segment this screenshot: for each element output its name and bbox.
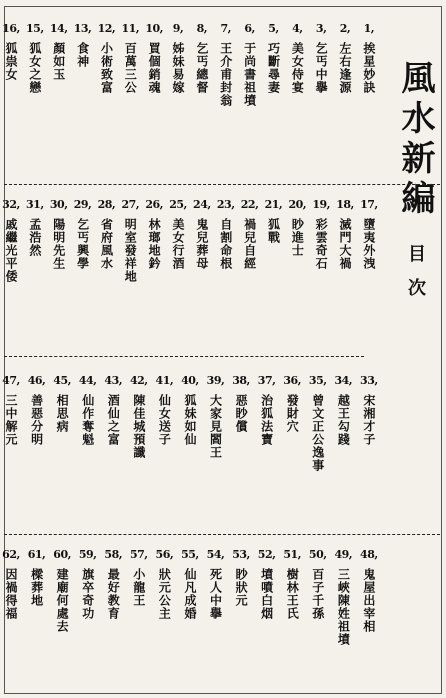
toc-entry <box>307 548 329 646</box>
entry-title: 百萬三公 <box>123 42 138 94</box>
toc-entry <box>167 198 189 283</box>
entry-title: 因禍得福 <box>4 568 18 620</box>
toc-entry <box>153 548 175 646</box>
toc-entry <box>239 22 261 107</box>
entry-number: 12, <box>97 22 116 35</box>
entry-number: 44, <box>78 374 97 387</box>
entry-number: 40, <box>181 374 199 387</box>
entry-title: 墮夷外洩 <box>361 218 376 270</box>
entry-title: 陽明先生 <box>51 218 66 270</box>
entry-title: 挨星妙訣 <box>361 42 376 94</box>
section-divider <box>4 184 440 185</box>
entry-title: 乞丐興學 <box>75 218 90 270</box>
entry-number: 55, <box>181 548 199 561</box>
toc-entry <box>256 548 278 646</box>
entry-title: 買個銷魂 <box>147 42 162 94</box>
entry-number: 11, <box>121 22 140 35</box>
toc-entry <box>153 374 175 472</box>
entry-number: 60, <box>53 548 71 561</box>
entry-number: 27, <box>121 198 140 211</box>
entry-number: 57, <box>129 548 148 561</box>
entry-number: 53, <box>232 548 250 561</box>
entry-title: 樹林王氏 <box>285 568 300 620</box>
title-block <box>390 60 440 380</box>
entry-number: 28, <box>97 198 116 211</box>
book-title: 風水新編 <box>395 60 435 220</box>
entry-number: 24, <box>193 198 211 211</box>
entry-number: 37, <box>257 374 276 387</box>
entry-title: 曾文正公逸事 <box>310 394 325 472</box>
toc-entry <box>0 548 22 646</box>
entry-title: 于尚書祖墳 <box>242 42 257 107</box>
entry-number: 21, <box>264 198 283 211</box>
entry-title: 狀元公主 <box>157 568 172 620</box>
toc-entry <box>239 198 261 283</box>
entry-number: 9, <box>172 22 184 35</box>
entry-title: 林瑯地鈐 <box>147 218 162 270</box>
toc-entry <box>262 198 284 283</box>
entry-number: 20, <box>288 198 307 211</box>
toc-entry <box>0 22 22 107</box>
toc-section-2 <box>0 198 380 283</box>
entry-title: 發財穴 <box>285 394 300 433</box>
entry-number: 23, <box>216 198 235 211</box>
entry-number: 59, <box>78 548 97 561</box>
entry-title: 美女侍宴 <box>290 42 305 94</box>
toc-entry <box>281 548 303 646</box>
entry-number: 31, <box>26 198 44 211</box>
toc-entry <box>286 22 308 107</box>
entry-title: 食神 <box>75 42 90 68</box>
entry-title: 最好教育 <box>106 568 121 620</box>
toc-entry <box>143 198 165 283</box>
toc-entry <box>205 548 227 646</box>
entry-title: 樑葬地 <box>29 568 44 607</box>
entry-number: 15, <box>26 22 44 35</box>
toc-entry <box>51 548 73 646</box>
entry-title: 狐戰 <box>266 218 281 244</box>
toc-entry <box>102 548 124 646</box>
entry-number: 1, <box>363 22 375 35</box>
toc-section-4 <box>0 548 380 646</box>
entry-title: 眇狀元 <box>234 568 249 607</box>
entry-title: 自割命根 <box>218 218 233 270</box>
entry-number: 29, <box>73 198 92 211</box>
entry-number: 47, <box>2 374 20 387</box>
entry-title: 戚繼光平倭 <box>4 218 18 283</box>
toc-entry <box>77 548 99 646</box>
entry-title: 乞丐總督 <box>194 42 209 94</box>
entry-title: 死人中擧 <box>208 568 223 620</box>
toc-entry <box>310 198 332 283</box>
toc-entry <box>286 198 308 283</box>
entry-number: 2, <box>339 22 351 35</box>
entry-title: 鬼屋出宰相 <box>361 568 376 633</box>
toc-entry <box>95 22 117 107</box>
entry-title: 陳佳城預讖 <box>131 394 146 459</box>
toc-entry <box>24 198 46 283</box>
entry-number: 46, <box>27 374 46 387</box>
entry-number: 22, <box>240 198 259 211</box>
entry-number: 3, <box>315 22 327 35</box>
toc-entry <box>0 198 22 283</box>
entry-title: 百子千孫 <box>310 568 325 620</box>
toc-entry <box>48 198 70 283</box>
toc-entry <box>215 22 237 107</box>
entry-number: 34, <box>334 374 353 387</box>
toc-entry <box>72 198 94 283</box>
entry-number: 4, <box>292 22 303 35</box>
toc-entry <box>310 22 332 107</box>
toc-entry <box>358 374 380 472</box>
entry-title: 三峽陳姓祖墳 <box>336 568 351 646</box>
entry-number: 48, <box>360 548 378 561</box>
entry-title: 狐女之戀 <box>27 42 42 94</box>
toc-entry <box>262 22 284 107</box>
toc-entry <box>51 374 73 472</box>
entry-number: 30, <box>49 198 68 211</box>
entry-title: 墳噴白烟 <box>259 568 274 620</box>
entry-number: 8, <box>196 22 208 35</box>
entry-title: 小術致富 <box>99 42 114 94</box>
toc-entry <box>102 374 124 472</box>
entry-number: 17, <box>360 198 378 211</box>
entry-number: 7, <box>220 22 231 35</box>
entry-title: 惡眇償 <box>234 394 249 433</box>
entry-title: 狐妹如仙 <box>182 394 197 446</box>
entry-number: 25, <box>169 198 187 211</box>
entry-title: 顏如玉 <box>51 42 66 81</box>
entry-number: 6, <box>244 22 255 35</box>
toc-entry <box>143 22 165 107</box>
entry-title: 相思病 <box>55 394 70 433</box>
entry-number: 26, <box>145 198 163 211</box>
toc-entry <box>281 374 303 472</box>
entry-title: 仙凡成婚 <box>182 568 197 620</box>
entry-title: 左右逢源 <box>338 42 353 94</box>
toc-entry <box>191 198 213 283</box>
toc-entry <box>191 22 213 107</box>
entry-title: 王介甫封翁 <box>218 42 233 107</box>
entry-title: 禍兒自經 <box>242 218 257 270</box>
toc-entry <box>24 22 46 107</box>
section-divider <box>4 534 440 535</box>
toc-entry <box>332 374 354 472</box>
entry-title: 滅門大禍 <box>338 218 353 270</box>
toc-entry <box>119 22 141 107</box>
entry-title: 三中解元 <box>4 394 18 446</box>
toc-entry <box>95 198 117 283</box>
toc-entry <box>128 548 150 646</box>
toc-entry <box>119 198 141 283</box>
entry-title: 大家見閻王 <box>208 394 223 459</box>
entry-number: 38, <box>232 374 250 387</box>
toc-entry <box>26 548 48 646</box>
section-divider <box>4 356 364 357</box>
toc-entry <box>358 22 380 107</box>
toc-entry <box>230 548 252 646</box>
entry-title: 鬼兒葬母 <box>194 218 209 270</box>
entry-number: 56, <box>155 548 174 561</box>
entry-number: 10, <box>145 22 163 35</box>
toc-section-1 <box>0 22 380 107</box>
toc-entry <box>358 198 380 283</box>
entry-title: 乞丐中擧 <box>314 42 329 94</box>
entry-number: 16, <box>2 22 20 35</box>
toc-entry <box>179 374 201 472</box>
entry-title: 越王勾踐 <box>336 394 351 446</box>
entry-title: 省府風水 <box>99 218 114 270</box>
entry-number: 33, <box>360 374 378 387</box>
entry-title: 善惡分明 <box>29 394 44 446</box>
entry-number: 41, <box>155 374 174 387</box>
toc-entry <box>307 374 329 472</box>
toc-entry <box>179 548 201 646</box>
entry-number: 50, <box>308 548 327 561</box>
entry-title: 仙作奪魁 <box>80 394 95 446</box>
entry-title: 彩雲奇石 <box>314 218 329 270</box>
contents-label: 目次 <box>405 244 426 312</box>
entry-title: 治狐法寶 <box>259 394 274 446</box>
toc-entry <box>0 374 22 472</box>
toc-entry <box>167 22 189 107</box>
entry-number: 19, <box>312 198 330 211</box>
entry-number: 36, <box>283 374 301 387</box>
toc-entry <box>215 198 237 283</box>
entry-number: 39, <box>206 374 225 387</box>
entry-title: 巧斷尋妻 <box>266 42 281 94</box>
entry-number: 49, <box>334 548 353 561</box>
toc-entry <box>334 22 356 107</box>
entry-title: 宋湘才子 <box>361 394 376 446</box>
entry-title: 孟浩然 <box>27 218 42 257</box>
entry-number: 51, <box>283 548 301 561</box>
entry-number: 14, <box>49 22 68 35</box>
entry-number: 32, <box>2 198 20 211</box>
toc-entry <box>77 374 99 472</box>
entry-title: 眇進士 <box>290 218 305 257</box>
entry-title: 仙女送子 <box>157 394 172 446</box>
toc-entry <box>205 374 227 472</box>
entry-number: 13, <box>73 22 92 35</box>
toc-entry <box>128 374 150 472</box>
entry-title: 姊妹易嫁 <box>171 42 186 94</box>
toc-entry <box>358 548 380 646</box>
toc-section-3 <box>0 374 380 472</box>
entry-number: 18, <box>336 198 354 211</box>
entry-number: 43, <box>104 374 123 387</box>
entry-title: 酒仙之富 <box>106 394 121 446</box>
entry-number: 54, <box>206 548 225 561</box>
entry-number: 62, <box>2 548 20 561</box>
entry-number: 45, <box>53 374 71 387</box>
toc-entry <box>256 374 278 472</box>
entry-number: 58, <box>104 548 123 561</box>
entry-number: 52, <box>257 548 276 561</box>
toc-entry <box>230 374 252 472</box>
toc-entry <box>26 374 48 472</box>
toc-entry <box>334 198 356 283</box>
entry-number: 35, <box>308 374 327 387</box>
toc-entry <box>332 548 354 646</box>
entry-title: 建廟何處去 <box>55 568 70 633</box>
entry-number: 42, <box>129 374 148 387</box>
entry-title: 明室發祥地 <box>123 218 138 283</box>
entry-number: 61, <box>27 548 46 561</box>
toc-entry <box>48 22 70 107</box>
entry-title: 美女行酒 <box>171 218 186 270</box>
entry-title: 旗卒奇功 <box>80 568 95 620</box>
entry-number: 5, <box>268 22 279 35</box>
entry-title: 小龍王 <box>131 568 146 607</box>
entry-title: 狐祟女 <box>4 42 18 81</box>
toc-entry <box>72 22 94 107</box>
